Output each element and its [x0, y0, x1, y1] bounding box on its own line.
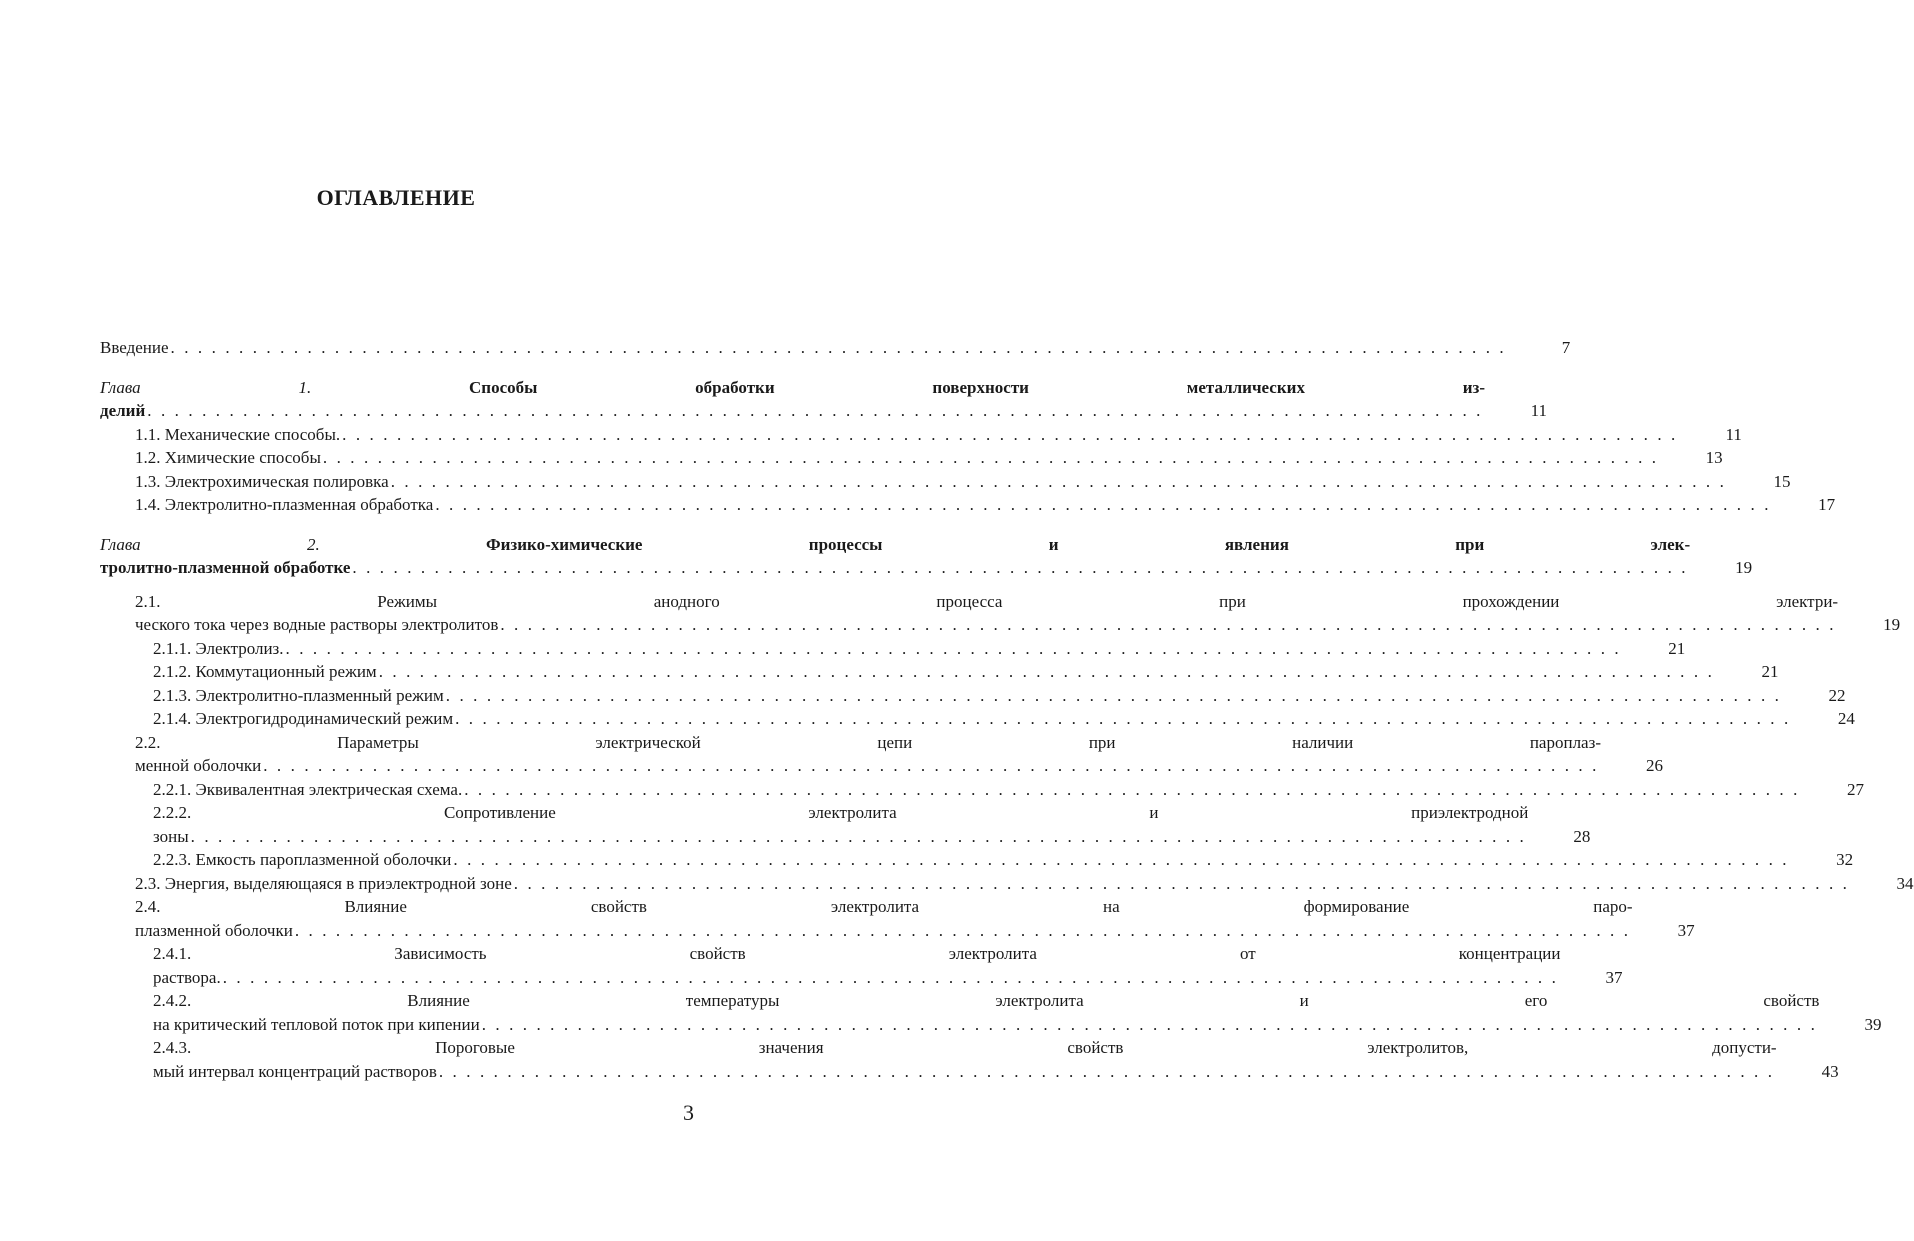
dot-leader: [147, 399, 1483, 423]
toc-entry-title: 2.1.2. Коммутационный режим: [153, 662, 377, 681]
dot-leader: [342, 423, 1678, 447]
page-number: 3: [683, 1100, 694, 1125]
dot-leader: [379, 660, 1715, 684]
toc-page-number: 11: [1725, 424, 1742, 444]
dot-leader: [500, 613, 1836, 637]
toc-subsection-2-1-4: [100, 707, 1855, 731]
toc-entry-title-continued: мый интервал концентраций растворов: [153, 1061, 437, 1081]
dot-leader: [464, 778, 1800, 802]
toc-page-number: 13: [1705, 448, 1723, 467]
chapter-title-continued: делий: [100, 401, 146, 420]
toc-entry-title-continued: ческого тока через водные растворы электролитов: [135, 615, 499, 634]
toc-entry-title: 1.3. Электрохимическая полировка: [135, 471, 389, 491]
toc-entry-title: 2.4.1. Зависимость свойств электролита от концентрации: [153, 944, 1561, 963]
dot-leader: [286, 637, 1622, 661]
toc-entry-title: 2.4.3. Пороговые значения свойств электролитов, допусти-: [153, 1038, 1777, 1057]
dot-leader: [352, 556, 1688, 580]
toc-page-number: 39: [1864, 1014, 1882, 1034]
toc-entry-title: 2.3. Энергия, выделяющаяся в приэлектродной зоне: [135, 873, 512, 893]
toc-entry-title: 2.2. Параметры электрической цепи при наличии пароплаз-: [135, 732, 1601, 752]
toc-page-number: 19: [1735, 558, 1753, 577]
toc-entry-title-continued: менной оболочки: [135, 756, 262, 775]
toc-page-number: 21: [1668, 638, 1686, 658]
toc-subsection-2-1-3: [100, 684, 1846, 708]
toc-entry-title: 2.1.1. Электролиз.: [153, 638, 284, 658]
toc-section-1-4: [100, 493, 1836, 517]
toc-section-1-1: [100, 423, 1742, 447]
toc-page-number: 27: [1846, 779, 1864, 799]
dot-leader: [514, 872, 1850, 896]
toc-chapter-1: [100, 376, 1548, 423]
chapter-label: Глава 1.: [100, 377, 312, 397]
chapter-title: Способы обработки поверхности металлических из-: [469, 377, 1486, 397]
toc-entry-title: 2.4.2. Влияние температуры электролита и его свойств: [153, 991, 1820, 1010]
dot-leader: [263, 754, 1599, 778]
toc-page-number: 32: [1836, 850, 1854, 869]
toc-entry-title: 2.1.3. Электролитно-плазменный режим: [153, 685, 444, 705]
toc-subsection-2-2-2: [100, 801, 1591, 848]
toc-page-number: 11: [1530, 401, 1548, 420]
toc-section-2-3: [100, 872, 1914, 896]
toc-page-number: 26: [1645, 756, 1663, 775]
toc-page-number: 17: [1818, 495, 1836, 514]
toc-entry-title-continued: зоны: [153, 826, 189, 846]
chapter-label: Глава 2.: [100, 534, 320, 554]
dot-leader: [171, 336, 1507, 360]
dot-leader: [455, 707, 1791, 731]
toc-entry-title-continued: на критический тепловой поток при кипении: [153, 1014, 480, 1034]
toc-subsection-2-1-1: [100, 637, 1686, 661]
toc-entry-title-continued: раствора.: [153, 967, 221, 987]
toc-subsection-2-4-2: [100, 989, 1882, 1036]
toc-entry-title: 2.1. Режимы анодного процесса при прохождении электри-: [135, 591, 1839, 611]
toc-entry-title: 2.1.4. Электрогидродинамический режим: [153, 709, 454, 728]
dot-leader: [435, 493, 1771, 517]
toc-entry-title: 1.4. Электролитно-плазменная обработка: [135, 495, 434, 514]
toc-entry-title: Введение: [100, 338, 169, 357]
toc-entry-title-continued: плазменной оболочки: [135, 920, 293, 940]
table-of-contents: [100, 336, 1914, 1083]
toc-subsection-2-1-2: [100, 660, 1779, 684]
toc-section-2-1: [100, 590, 1901, 637]
toc-entry-title: 1.2. Химические способы: [135, 448, 321, 467]
toc-page-number: 43: [1821, 1061, 1839, 1081]
dot-leader: [191, 825, 1527, 849]
toc-page-number: 15: [1773, 471, 1791, 491]
toc-entry-title: 1.1. Механические способы.: [135, 424, 341, 444]
page-title: ОГЛАВЛЕНИЕ: [316, 185, 476, 210]
toc-page-number: 21: [1761, 662, 1779, 681]
dot-leader: [439, 1060, 1775, 1084]
toc-section-1-2: [100, 446, 1723, 470]
dot-leader: [295, 919, 1631, 943]
toc-subsection-2-2-3: [100, 848, 1854, 872]
toc-entry-title: 2.2.2. Сопротивление электролита и приэлектродной: [153, 803, 1529, 822]
dot-leader: [223, 966, 1559, 990]
toc-subsection-2-4-1: [100, 942, 1623, 989]
toc-page-number: 19: [1883, 615, 1901, 634]
toc-entry-title: 2.4. Влияние свойств электролита на формирование паро-: [135, 897, 1633, 916]
toc-page-number: 28: [1573, 826, 1591, 846]
dot-leader: [323, 446, 1659, 470]
toc-subsection-2-2-1: [100, 778, 1864, 802]
toc-page-number: 7: [1561, 338, 1571, 357]
dot-leader: [391, 470, 1727, 494]
dot-leader: [453, 848, 1789, 872]
toc-section-2-2: [100, 731, 1663, 778]
toc-section-1-3: [100, 470, 1791, 494]
toc-entry-title: 2.2.3. Емкость пароплазменной оболочки: [153, 850, 452, 869]
toc-section-2-4: [100, 895, 1695, 942]
dot-leader: [446, 684, 1782, 708]
toc-entry-introduction: [100, 336, 1571, 360]
toc-chapter-2: [100, 533, 1753, 580]
toc-page-number: 37: [1677, 920, 1695, 940]
toc-entry-title: 2.2.1. Эквивалентная электрическая схема.: [153, 779, 463, 799]
chapter-title-continued: тролитно-плазменной обработке: [100, 558, 351, 577]
toc-page-number: 34: [1896, 873, 1914, 893]
dot-leader: [482, 1013, 1818, 1037]
chapter-title: Физико-химические процессы и явления при элек-: [486, 534, 1691, 554]
toc-page-number: 22: [1828, 685, 1846, 705]
toc-page-number: 37: [1605, 967, 1623, 987]
toc-page-number: 24: [1837, 709, 1855, 728]
toc-subsection-2-4-3: [100, 1036, 1839, 1083]
